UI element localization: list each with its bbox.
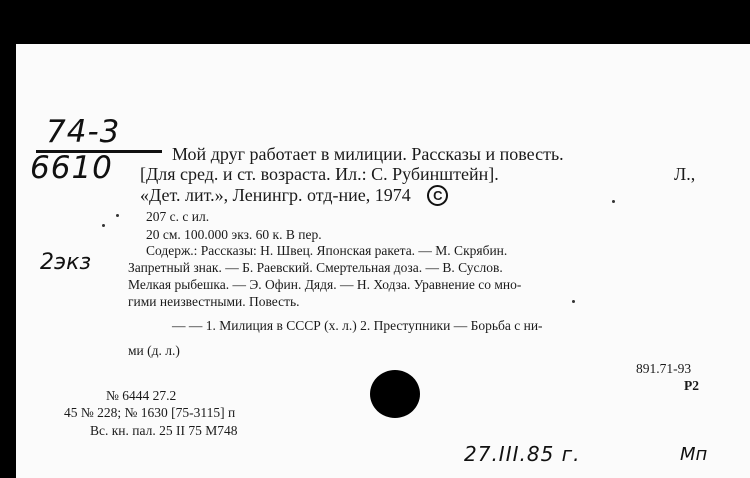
udc-code: 891.71-93 (636, 361, 692, 376)
registry-line: Вс. кн. пал. 25 II 75 М748 (90, 423, 238, 438)
entry-publisher-line (140, 185, 448, 206)
entry-responsibility-line: [Для сред. и ст. возраста. Ил.: С. Рубинштейн]. (140, 164, 499, 184)
entry-title-line: Мой друг работает в милиции. Рассказы и повесть. (172, 144, 564, 164)
registry-line: № 6444 27.2 (106, 388, 177, 403)
contents-line: Запретный знак. — Б. Раевский. Смертельная доза. — В. Суслов. (128, 260, 503, 275)
publisher-text: «Дет. лит.», Ленингр. отд-ние, 1974 (140, 185, 411, 205)
size-price-info: 20 см. 100.000 экз. 60 к. В пер. (146, 227, 322, 242)
ink-speck (572, 300, 575, 303)
ink-speck (612, 200, 615, 203)
contents-line: Мелкая рыбешка. — Э. Офин. Дядя. — Н. Ходза. Уравнение со мно- (128, 277, 522, 292)
copies-note: 2экз (40, 250, 92, 275)
subject-line: ми (д. л.) (128, 343, 180, 358)
registry-line: 45 № 228; № 1630 [75-3115] п (64, 405, 236, 420)
handwritten-date: 27.III.85 г. (464, 442, 581, 466)
shelf-mark-bottom: 6610 (30, 150, 113, 186)
subject-line: — — 1. Милиция в СССР (х. л.) 2. Преступники — Борьба с ни- (172, 318, 543, 333)
ink-speck (102, 224, 105, 227)
contents-line: гими неизвестными. Повесть. (128, 294, 300, 309)
copyright-icon: C (427, 185, 448, 206)
pages-info: 207 с. с ил. (146, 209, 210, 224)
bbk-code: P2 (684, 378, 699, 393)
handwritten-corner-note: Мп (680, 444, 708, 465)
ink-speck (116, 214, 119, 217)
shelf-mark-top: 74-3 (46, 114, 121, 150)
punch-hole (370, 370, 420, 418)
contents-line: Содерж.: Рассказы: Н. Швец. Японская ракета. — М. Скрябин. (146, 243, 508, 258)
entry-city: Л., (674, 164, 696, 184)
